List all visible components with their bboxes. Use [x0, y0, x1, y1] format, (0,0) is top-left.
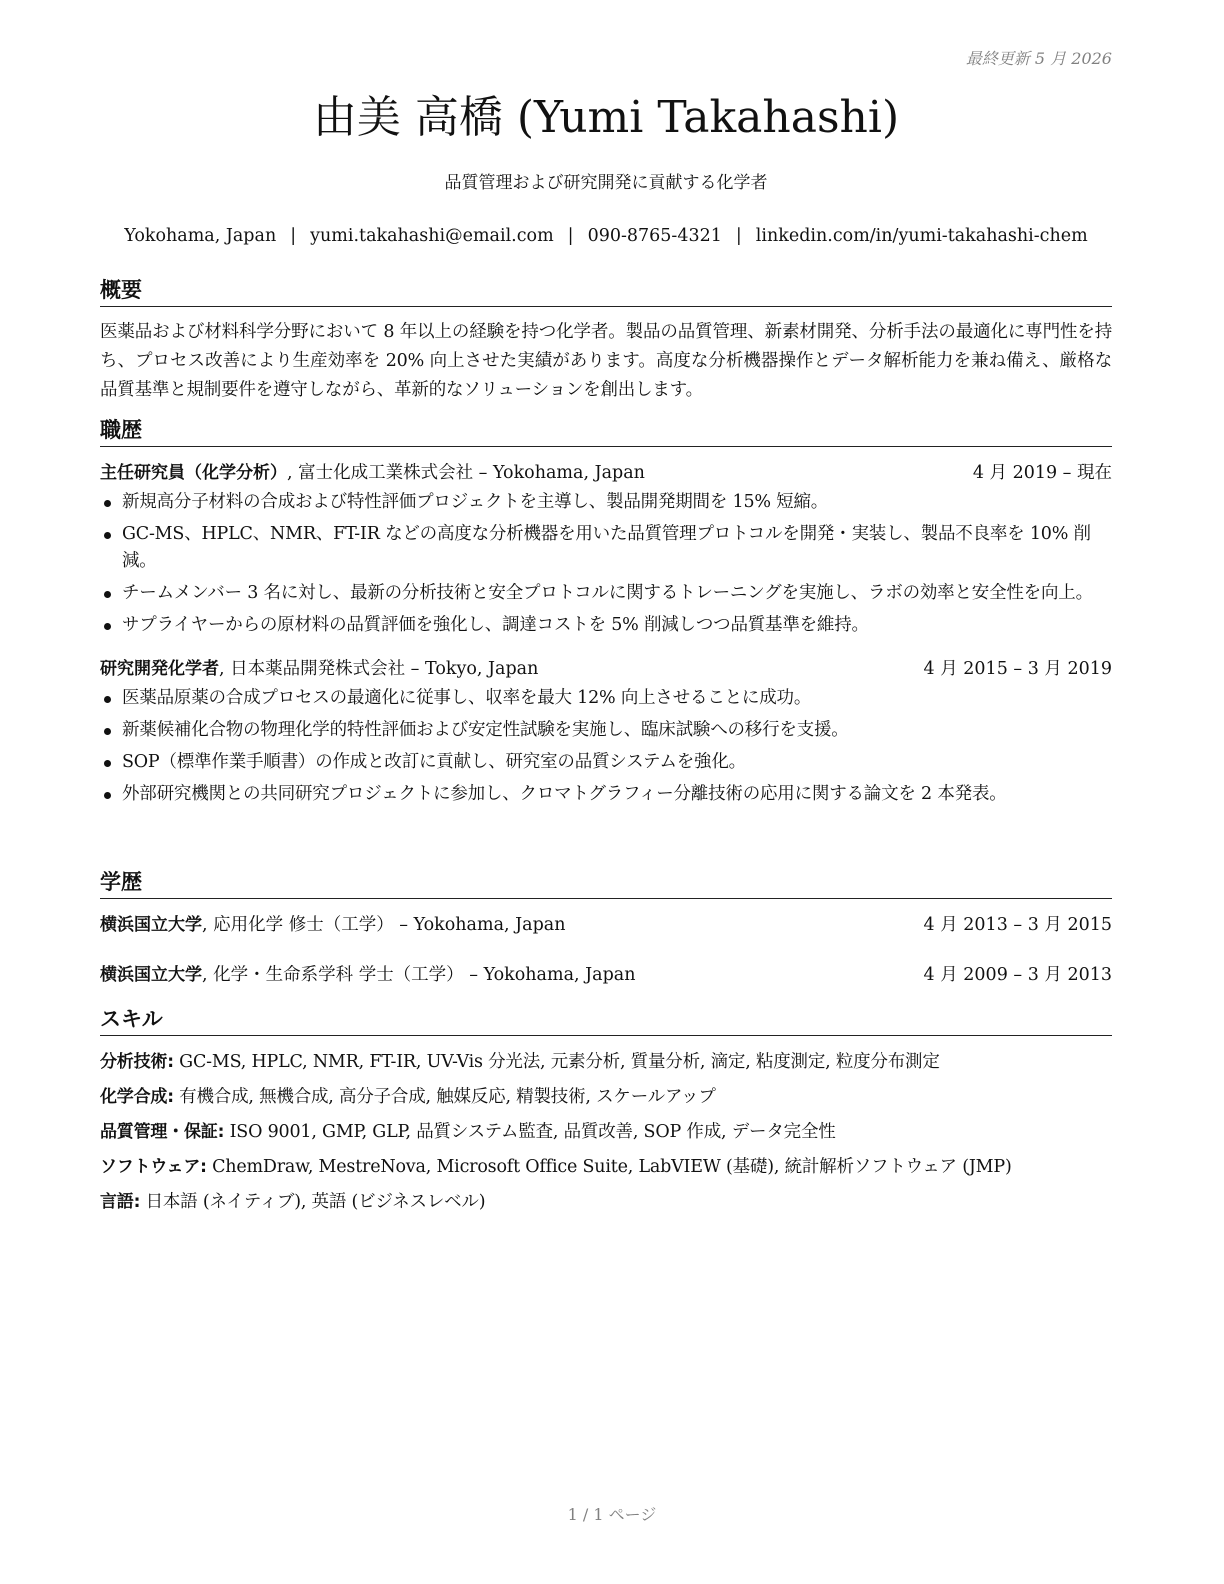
bullet-icon — [104, 792, 111, 799]
section-title-experience: 職歴 — [100, 416, 1112, 447]
list-item — [100, 580, 1112, 607]
skill-value: GC-MS, HPLC, NMR, FT-IR, UV-Vis 分光法, 元素分析, 質量分析, 滴定, 粘度測定, 粒度分布測定 — [173, 1052, 940, 1072]
contact-separator: | — [735, 226, 742, 246]
bullet-text: チームメンバー 3 名に対し、最新の分析技術と安全プロトコルに関するトレーニングを実施し、ラボの効率と安全性を向上。 — [122, 583, 1093, 603]
job-bullets — [100, 489, 1112, 639]
education-entry — [100, 912, 1112, 938]
list-item — [100, 781, 1112, 808]
skill-label: 品質管理・保証: — [100, 1122, 225, 1142]
skill-label: 言語: — [100, 1192, 141, 1212]
bullet-text: 新薬候補化合物の物理化学的特性評価および安定性試験を実施し、臨床試験への移行を支援。 — [122, 720, 849, 740]
list-item — [100, 717, 1112, 744]
job-entry — [100, 656, 1112, 808]
list-item — [100, 749, 1112, 776]
job-bullets — [100, 685, 1112, 808]
education-dates: 4 月 2013 – 3 月 2015 — [923, 915, 1112, 935]
last-updated: 最終更新 5 月 2026 — [965, 49, 1112, 68]
job-dates: 4 月 2019 – 現在 — [972, 463, 1112, 483]
bullet-text: 医薬品原薬の合成プロセスの最適化に従事し、収率を最大 12% 向上させることに成功。 — [122, 688, 812, 708]
experience-section — [100, 416, 1112, 813]
education-degree: , 応用化学 修士（工学） – Yokohama, Japan — [202, 915, 566, 935]
skill-value: 有機合成, 無機合成, 高分子合成, 触媒反応, 精製技術, スケールアップ — [173, 1087, 716, 1107]
job-title-org — [100, 460, 645, 486]
skill-line — [100, 1115, 1112, 1150]
skill-line — [100, 1080, 1112, 1115]
skill-line — [100, 1045, 1112, 1080]
job-entry — [100, 460, 1112, 639]
list-item — [100, 685, 1112, 712]
section-title-education: 学歴 — [100, 868, 1112, 899]
contact-separator: | — [567, 226, 574, 246]
contact-linkedin[interactable]: linkedin.com/in/yumi-takahashi-chem — [755, 226, 1088, 246]
summary-text: 医薬品および材料科学分野において 8 年以上の経験を持つ化学者。製品の品質管理、新素材開発、分析手法の最適化に専門性を持ち、プロセス改善により生産効率を 20% 向上させた実績があります。高度な分析機器操作とデータ解析能力を兼ね備え、厳格な品質基準と規制要件を遵守しながら、革新的なソリューションを創出します。 — [100, 322, 1112, 400]
education-entry — [100, 962, 1112, 988]
job-org: , 日本薬品開発株式会社 – Tokyo, Japan — [219, 659, 539, 679]
education-dates: 4 月 2009 – 3 月 2013 — [923, 965, 1112, 985]
skill-line — [100, 1150, 1112, 1185]
skill-value: 日本語 (ネイティブ), 英語 (ビジネスレベル) — [140, 1192, 486, 1212]
bullet-text: SOP（標準作業手順書）の作成と改訂に貢献し、研究室の品質システムを強化。 — [122, 752, 746, 772]
page-indicator: 1 / 1 ページ — [567, 1505, 657, 1524]
bullet-text: GC-MS、HPLC、NMR、FT-IR などの高度な分析機器を用いた品質管理プロトコルを開発・実装し、製品不良率を 10% 削減。 — [122, 524, 1091, 571]
bullet-icon — [104, 623, 111, 630]
education-school: 横浜国立大学 — [100, 915, 202, 935]
skill-label: 化学合成: — [100, 1087, 174, 1107]
skill-label: 分析技術: — [100, 1052, 174, 1072]
list-item — [100, 521, 1112, 575]
contact-phone[interactable]: 090-8765-4321 — [587, 226, 722, 246]
education-school-degree — [100, 962, 635, 988]
skill-value: ISO 9001, GMP, GLP, 品質システム監査, 品質改善, SOP 作成, データ完全性 — [224, 1122, 836, 1142]
section-title-summary: 概要 — [100, 276, 1112, 307]
bullet-icon — [104, 591, 111, 598]
bullet-icon — [104, 532, 111, 539]
bullet-icon — [104, 728, 111, 735]
skill-label: ソフトウェア: — [100, 1157, 207, 1177]
contact-location: Yokohama, Japan — [124, 226, 277, 246]
education-school-degree — [100, 912, 565, 938]
candidate-name: 由美 高橋 (Yumi Takahashi) — [312, 92, 900, 143]
job-title-org — [100, 656, 538, 682]
section-title-skills: スキル — [100, 1005, 1112, 1036]
skill-value: ChemDraw, MestreNova, Microsoft Office Suite, LabVIEW (基礎), 統計解析ソフトウェア (JMP) — [206, 1157, 1012, 1177]
bullet-icon — [104, 760, 111, 767]
skills-list — [100, 1045, 1112, 1220]
job-role: 研究開発化学者 — [100, 659, 219, 679]
education-school: 横浜国立大学 — [100, 965, 202, 985]
list-item — [100, 612, 1112, 639]
contact-line — [100, 224, 1112, 248]
bullet-icon — [104, 500, 111, 507]
job-org: , 富士化成工業株式会社 – Yokohama, Japan — [287, 463, 645, 483]
job-header — [100, 656, 1112, 682]
bullet-text: 外部研究機関との共同研究プロジェクトに参加し、クロマトグラフィー分離技術の応用に関する論文を 2 本発表。 — [122, 784, 1007, 804]
bullet-icon — [104, 696, 111, 703]
bullet-text: 新規高分子材料の合成および特性評価プロジェクトを主導し、製品開発期間を 15% 短縮。 — [122, 492, 829, 512]
job-role: 主任研究員（化学分析） — [100, 463, 287, 483]
contact-separator: | — [290, 226, 297, 246]
job-header — [100, 460, 1112, 486]
summary-section — [100, 276, 1112, 405]
contact-email[interactable]: yumi.takahashi@email.com — [310, 226, 554, 246]
bullet-text: サプライヤーからの原材料の品質評価を強化し、調達コストを 5% 削減しつつ品質基準を維持。 — [122, 615, 869, 635]
education-degree: , 化学・生命系学科 学士（工学） – Yokohama, Japan — [202, 965, 636, 985]
list-item — [100, 489, 1112, 516]
skills-section — [100, 1005, 1112, 1220]
tagline: 品質管理および研究開発に貢献する化学者 — [444, 173, 768, 193]
skill-line — [100, 1185, 1112, 1220]
resume-page — [100, 0, 1112, 1584]
job-dates: 4 月 2015 – 3 月 2019 — [923, 659, 1112, 679]
education-section — [100, 868, 1112, 988]
